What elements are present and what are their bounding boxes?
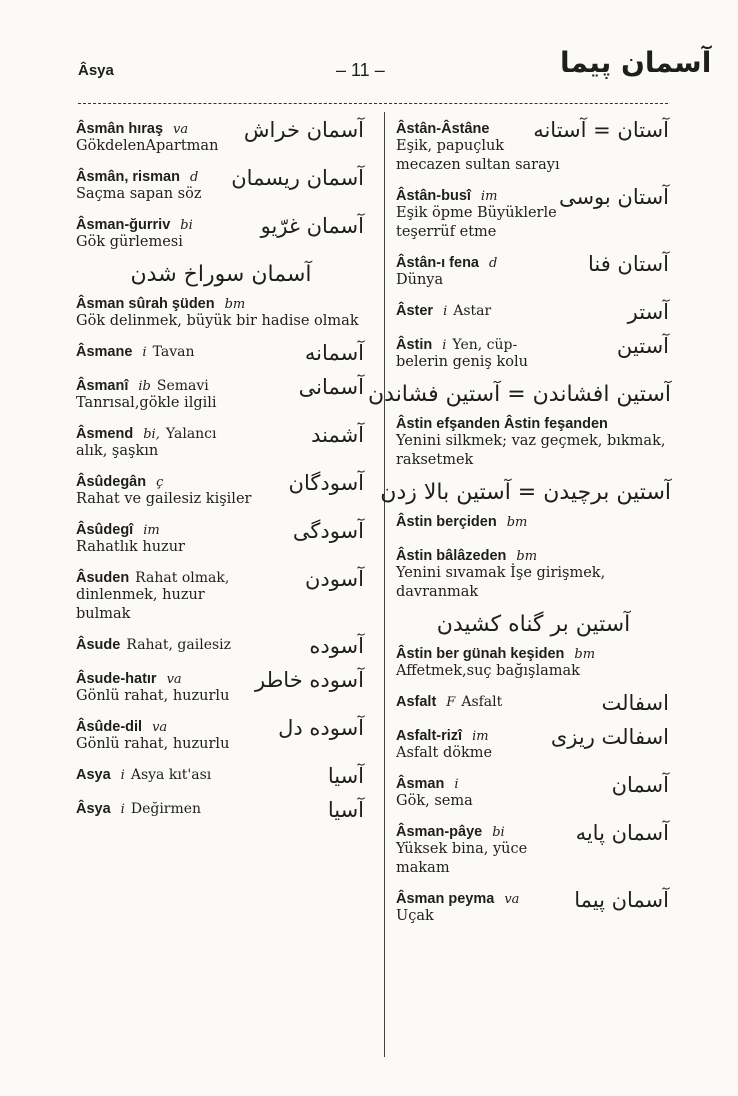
- header-right-arabic: آسمان پیما: [560, 46, 712, 79]
- entry-grammar-abbr: ib: [138, 379, 151, 394]
- entry-arabic-script: آسوده خاطر: [255, 668, 364, 692]
- entry-grammar-abbr: F: [446, 695, 456, 710]
- dictionary-entry: [396, 643, 671, 681]
- entry-grammar-abbr: i: [454, 777, 459, 792]
- entry-inline-definition: Tavan: [152, 344, 195, 360]
- entry-headline: [396, 252, 561, 271]
- entry-headword: Âster: [396, 303, 434, 319]
- entry-headword: Asfalt: [396, 694, 437, 710]
- arabic-phrase-line: آستین بر گناه کشیدن: [436, 612, 631, 637]
- entry-grammar-abbr: bm: [224, 297, 246, 312]
- dictionary-entry: [76, 166, 366, 204]
- entry-grammar-abbr: im: [480, 189, 498, 204]
- entry-headline: [76, 118, 256, 137]
- entry-grammar-abbr: d: [489, 256, 498, 271]
- entry-headword: Âstin bâlâzeden: [396, 548, 507, 564]
- entry-headline: [396, 773, 561, 792]
- entry-grammar-abbr: i: [442, 338, 447, 353]
- dictionary-entry: [76, 118, 366, 156]
- entry-headline: [396, 725, 561, 744]
- entry-arabic-script: آسودگی: [292, 519, 364, 543]
- entry-headline: [76, 375, 256, 394]
- dictionary-entry: [396, 252, 671, 290]
- entry-arabic-script: آسمان غرّیو: [260, 214, 364, 238]
- entry-grammar-abbr: bi: [492, 825, 505, 840]
- entry-definition: Uçak: [396, 908, 434, 924]
- entry-headline: [396, 300, 561, 319]
- entry-inline-definition: Değirmen: [130, 801, 202, 817]
- dictionary-entry: [76, 567, 366, 624]
- entry-definition: Eşik, papuçluk mecazen sultan sarayı: [396, 138, 560, 173]
- entry-definition: Yüksek bina, yüce makam: [396, 841, 528, 876]
- entry-arabic-script: آسمان پیما: [574, 888, 669, 912]
- entry-headline: [396, 413, 671, 432]
- dictionary-entry: [396, 821, 671, 878]
- column-divider: [384, 112, 385, 1057]
- entry-arabic-script: آستین: [616, 334, 669, 358]
- dictionary-entry: [396, 300, 671, 324]
- entry-headword: Asfalt-rizî: [396, 728, 463, 744]
- entry-headline: [76, 567, 256, 586]
- arabic-phrase-line: آستین برچیدن = آستین بالا زدن: [380, 480, 671, 505]
- dictionary-entry: [76, 519, 366, 557]
- entry-headword: Âsya: [76, 801, 111, 817]
- entry-headword: Âstân-busî: [396, 188, 471, 204]
- entry-grammar-abbr: va: [166, 672, 182, 687]
- entry-definition: Rahat ve gailesiz kişiler: [76, 491, 252, 507]
- entry-inline-definition: Yen, cüp-: [452, 337, 518, 353]
- entry-arabic-script: آسمان پایه: [575, 821, 669, 845]
- entry-grammar-abbr: i: [142, 345, 147, 360]
- entry-definition: belerin geniş kolu: [396, 354, 528, 370]
- entry-headword: Âsude: [76, 637, 121, 653]
- entry-definition: Gök gürlemesi: [76, 234, 183, 250]
- entry-definition: Yenini silkmek; vaz geçmek, bıkmak, raksetmek: [396, 433, 666, 468]
- entry-inline-definition: Asya kıt'ası: [130, 767, 212, 783]
- entry-arabic-script: آسیا: [327, 764, 364, 788]
- dictionary-entry: [396, 185, 671, 242]
- dictionary-entry: [396, 725, 671, 763]
- entry-headword: Âstân-Âstâne: [396, 121, 490, 137]
- entry-headline: [76, 471, 256, 490]
- entry-headline: [76, 634, 256, 653]
- entry-headline: [396, 888, 561, 907]
- entry-headword: Âsûdegî: [76, 522, 134, 538]
- dictionary-entry: [76, 716, 366, 754]
- entry-headword: Âsmend: [76, 426, 134, 442]
- entry-definition: Tanrısal,gökle ilgili: [76, 395, 217, 411]
- entry-definition: Asfalt dökme: [396, 745, 493, 761]
- entry-definition: Eşik öpme Büyüklerle teşerrüf etme: [396, 205, 557, 240]
- entry-headword: Âstân-ı fena: [396, 255, 479, 271]
- entry-arabic-script: اسفالت: [601, 691, 669, 715]
- dictionary-entry: [76, 214, 366, 252]
- entry-grammar-abbr: im: [472, 729, 489, 744]
- dictionary-entry: [396, 334, 671, 372]
- entry-grammar-abbr: va: [173, 122, 189, 137]
- entry-definition: dinlenmek, huzur bulmak: [76, 587, 205, 622]
- arabic-phrase-line: آستین افشاندن = آستین فشاندن: [367, 382, 671, 407]
- entry-definition: Gönlü rahat, huzurlu: [76, 688, 230, 704]
- entry-headword: Âsmane: [76, 344, 133, 360]
- dictionary-entry: [76, 634, 366, 658]
- entry-grammar-abbr: bm: [516, 549, 538, 564]
- entry-headline: [396, 185, 561, 204]
- entry-headline: [76, 519, 256, 538]
- header-divider: [78, 103, 668, 104]
- dictionary-entry: [396, 118, 671, 175]
- entry-headword: Âsman: [396, 776, 445, 792]
- entry-grammar-abbr: im: [143, 523, 160, 538]
- entry-headword: Âsman sûrah şüden: [76, 296, 215, 312]
- entry-arabic-script: آسمان ریسمان: [231, 166, 364, 190]
- entry-inline-definition: Rahat olmak,: [135, 570, 230, 586]
- entry-headword: Âstin efşanden Âstin feşanden: [396, 416, 608, 432]
- entry-arabic-script: آستان فنا: [587, 252, 669, 276]
- dictionary-entry: [396, 773, 671, 811]
- entry-definition: Gök, sema: [396, 793, 473, 809]
- dictionary-entry: [396, 413, 671, 470]
- dictionary-entry: [76, 668, 366, 706]
- entry-headword: Âsman-ğurriv: [76, 217, 171, 233]
- entry-grammar-abbr: i: [120, 802, 125, 817]
- entry-definition: alık, şaşkın: [76, 443, 159, 459]
- dictionary-entry: [396, 511, 671, 535]
- header-left-word: Âsya: [78, 62, 114, 79]
- dictionary-entry: [76, 798, 366, 822]
- entry-arabic-script: آسمان: [611, 773, 669, 797]
- entry-grammar-abbr: i: [120, 768, 125, 783]
- entry-grammar-abbr: d: [189, 170, 199, 185]
- entry-inline-definition: Semavi: [156, 378, 209, 394]
- entry-definition: GökdelenApartman: [76, 138, 219, 154]
- entry-headword: Âsuden: [76, 570, 130, 586]
- entry-grammar-abbr: va: [152, 720, 168, 735]
- entry-headword: Âsmanî: [76, 378, 129, 394]
- entry-grammar-abbr: bm: [506, 515, 528, 530]
- entry-inline-definition: Astar: [453, 303, 492, 319]
- dictionary-entry: [76, 764, 366, 788]
- dictionary-entry: [76, 471, 366, 509]
- right-column: [367, 118, 671, 936]
- dictionary-entry: [76, 375, 366, 413]
- entry-arabic-script: آسمانی: [298, 375, 364, 399]
- entry-headword: Âsûdegân: [76, 474, 147, 490]
- entry-headword: Âsman-pâye: [396, 824, 483, 840]
- entry-headline: [76, 166, 256, 185]
- entry-arabic-script: آسمانه: [304, 341, 364, 365]
- entry-inline-definition: Yalancı: [165, 426, 217, 442]
- entry-headline: [396, 545, 671, 564]
- entry-headline: [76, 668, 256, 687]
- entry-headword: Âsman peyma: [396, 891, 495, 907]
- entry-headline: [76, 423, 256, 442]
- entry-grammar-abbr: bm: [574, 647, 596, 662]
- entry-inline-definition: Asfalt: [461, 694, 503, 710]
- entry-headword: Âsûde-dil: [76, 719, 143, 735]
- dictionary-entry: [76, 293, 366, 331]
- entry-inline-definition: Rahat, gailesiz: [126, 637, 232, 653]
- dictionary-entry: [396, 888, 671, 926]
- entry-arabic-script: آسوده دل: [278, 716, 364, 740]
- entry-definition: Gök delinmek, büyük bir hadise olmak: [76, 313, 359, 329]
- entry-headword: Âsmân hıraş: [76, 121, 164, 137]
- entry-headline: [396, 334, 561, 353]
- entry-headline: [76, 716, 256, 735]
- entry-headline: [76, 341, 256, 360]
- entry-arabic-script: آستر: [627, 300, 669, 324]
- entry-headword: Âstin ber günah keşiden: [396, 646, 565, 662]
- dictionary-entry: [396, 545, 671, 602]
- entry-definition: Yenini sıvamak İşe girişmek, davranmak: [396, 565, 606, 600]
- entry-headline: [396, 643, 671, 662]
- dictionary-entry: [396, 691, 671, 715]
- entry-definition: Dünya: [396, 272, 444, 288]
- entry-grammar-abbr: va: [504, 892, 520, 907]
- entry-headline: [76, 764, 256, 783]
- entry-arabic-script: آشمند: [311, 423, 364, 447]
- entry-arabic-script: آسودگان: [288, 471, 364, 495]
- arabic-phrase-line: آسمان سوراخ شدن: [130, 262, 312, 287]
- entry-headline: [76, 214, 256, 233]
- entry-headline: [76, 798, 256, 817]
- entry-arabic-script: اسفالت ریزی: [550, 725, 669, 749]
- entry-headline: [396, 821, 561, 840]
- entry-arabic-script: آسمان خراش: [243, 118, 364, 142]
- entry-headword: Âsude-hatır: [76, 671, 157, 687]
- entry-headline: [396, 511, 671, 530]
- entry-headword: Asya: [76, 767, 111, 783]
- entry-arabic-script: آسوده: [309, 634, 364, 658]
- entry-definition: Gönlü rahat, huzurlu: [76, 736, 230, 752]
- entry-definition: Affetmek,suç bağışlamak: [396, 663, 580, 679]
- entry-grammar-abbr: i: [443, 304, 448, 319]
- entry-headword: Âstin: [396, 337, 433, 353]
- dictionary-entry: [76, 423, 366, 461]
- entry-grammar-abbr: bi: [180, 218, 193, 233]
- entry-grammar-abbr: bi,: [143, 427, 160, 442]
- entry-arabic-script: آسیا: [327, 798, 364, 822]
- entry-headword: Âsmân, risman: [76, 169, 180, 185]
- entry-arabic-script: آسودن: [304, 567, 364, 591]
- entry-arabic-script: آستان بوسی: [558, 185, 669, 209]
- entry-grammar-abbr: ç: [156, 475, 164, 490]
- page-number: – 11 –: [336, 60, 385, 80]
- entry-headword: Âstin berçiden: [396, 514, 497, 530]
- dictionary-entry: [76, 341, 366, 365]
- left-column: [76, 118, 366, 832]
- entry-definition: Saçma sapan söz: [76, 186, 202, 202]
- entry-arabic-script: آستان = آستانه: [533, 118, 669, 142]
- entry-headline: [396, 691, 561, 710]
- entry-headline: [76, 293, 366, 312]
- entry-definition: Rahatlık huzur: [76, 539, 185, 555]
